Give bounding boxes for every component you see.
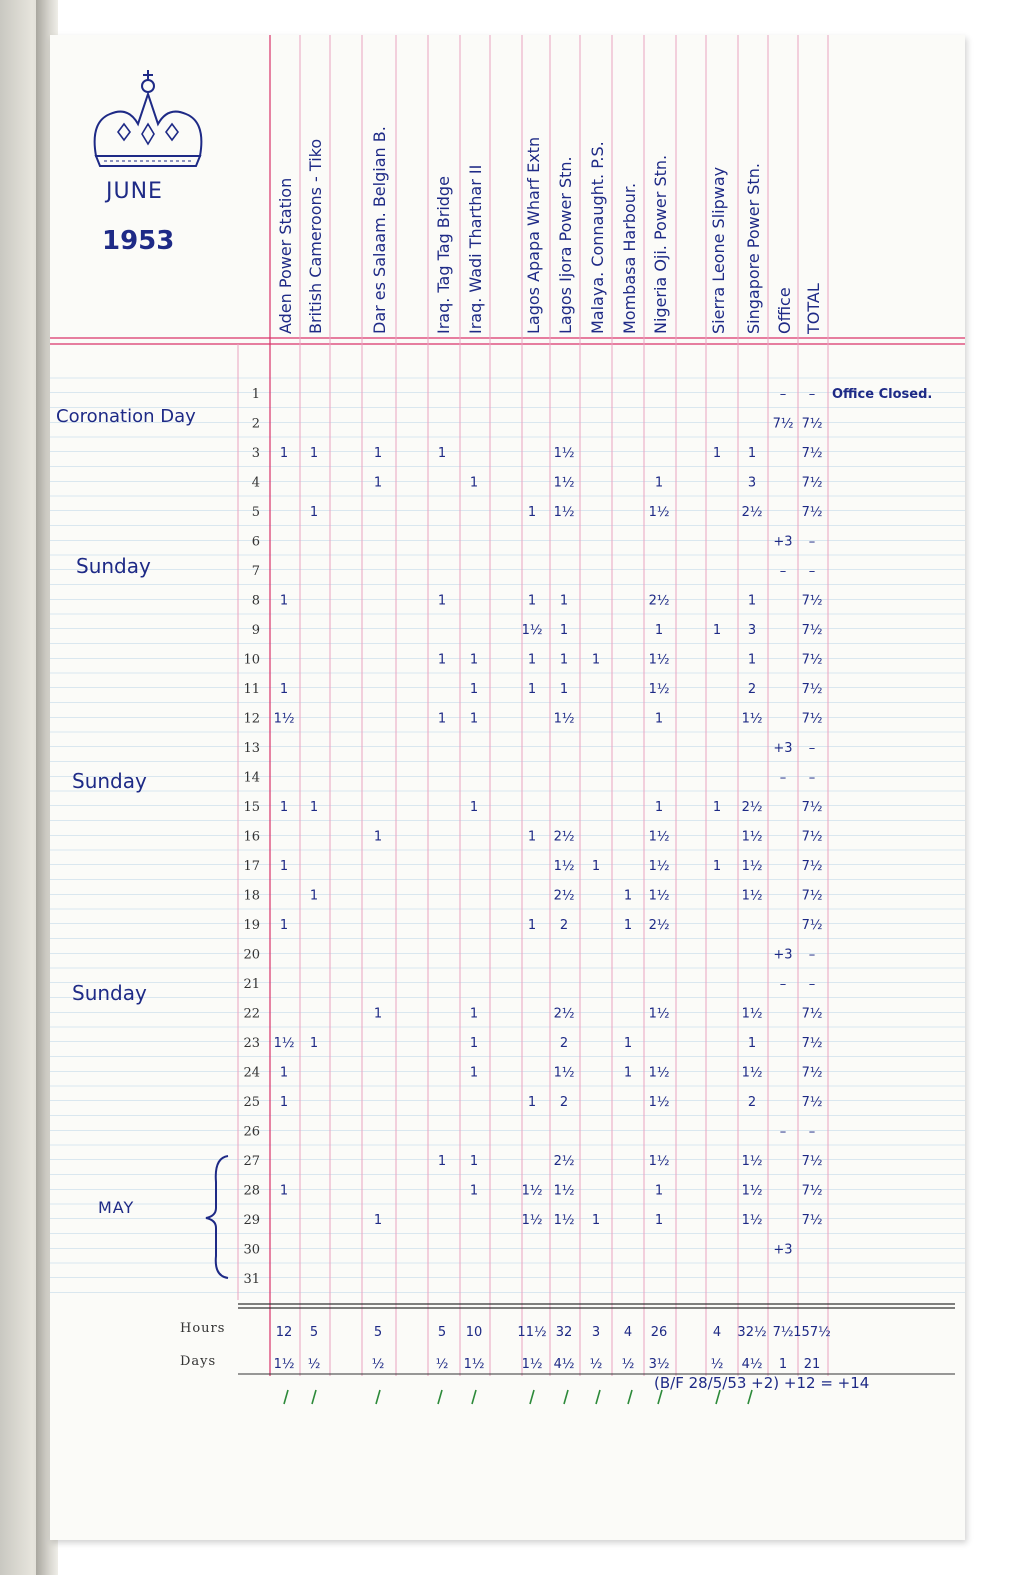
hours-cell: – <box>808 1124 816 1140</box>
day-number: 1 <box>251 387 260 402</box>
hours-cell: 7½ <box>801 505 823 520</box>
hours-cell: 1 <box>747 593 757 609</box>
hours-cell: 1½ <box>553 1065 575 1081</box>
hours-cell: 1 <box>469 1036 479 1051</box>
hours-cell: – <box>779 564 787 579</box>
hours-cell: 7½ <box>801 593 823 609</box>
hours-cell: 1½ <box>553 1183 575 1199</box>
hours-cell: – <box>808 770 816 786</box>
hours-cell: 2½ <box>553 1006 575 1022</box>
hours-total: 7½ <box>772 1325 794 1340</box>
day-number: 10 <box>243 652 260 668</box>
day-number: 7 <box>251 564 260 579</box>
day-number: 29 <box>243 1213 260 1228</box>
hours-cell: 1½ <box>741 1183 763 1199</box>
day-number: 18 <box>243 888 260 904</box>
hours-cell: 3 <box>747 623 757 638</box>
day-number: 3 <box>251 446 260 461</box>
day-number: 13 <box>243 741 260 756</box>
days-total: ½ <box>621 1357 635 1372</box>
hours-total: 4 <box>623 1325 633 1340</box>
hours-cell: – <box>779 1124 787 1140</box>
hours-cell: 1 <box>279 593 289 609</box>
check-tick <box>658 1390 662 1404</box>
check-tick <box>628 1390 632 1404</box>
hours-cell: 2½ <box>553 1154 575 1169</box>
sunday-note: Sunday <box>72 981 147 1005</box>
hours-cell: 1 <box>469 682 479 697</box>
days-total: 1½ <box>463 1357 485 1372</box>
hours-cell: 1½ <box>521 1213 543 1228</box>
hours-cell: 2½ <box>648 593 670 609</box>
hours-cell: 1 <box>591 859 601 874</box>
hours-cell: 7½ <box>801 1183 823 1199</box>
hours-cell: 1 <box>469 1183 479 1199</box>
hours-cell: +3 <box>773 741 793 756</box>
days-total: 1½ <box>521 1357 543 1372</box>
hours-cell: 7½ <box>801 652 823 668</box>
hours-cell: 2 <box>559 918 569 933</box>
hours-cell: – <box>808 387 816 402</box>
hours-cell: 1 <box>373 1006 383 1022</box>
check-tick <box>376 1390 380 1404</box>
hours-cell: 1 <box>279 800 289 815</box>
days-total: 3½ <box>648 1357 670 1372</box>
hours-cell: 7½ <box>772 416 794 432</box>
hours-cell: 1 <box>527 652 537 668</box>
hours-total: 11½ <box>517 1325 547 1340</box>
day-number: 12 <box>243 711 260 727</box>
day-number: 19 <box>243 918 260 933</box>
hours-cell: – <box>779 770 787 786</box>
check-tick <box>564 1390 568 1404</box>
hours-cell: – <box>808 977 816 992</box>
sunday-note: Sunday <box>72 769 147 793</box>
hours-cell: 2 <box>559 1095 569 1110</box>
day-number: 24 <box>243 1065 260 1081</box>
day-number: 25 <box>243 1095 260 1110</box>
days-total: ½ <box>589 1357 603 1372</box>
hours-cell: 1 <box>527 829 537 845</box>
hours-cell: 1½ <box>521 1183 543 1199</box>
hours-cell: 1½ <box>273 711 295 727</box>
column-header: Singapore Power Stn. <box>744 163 763 334</box>
days-label: Days <box>180 1354 217 1369</box>
day-number: 9 <box>251 623 260 638</box>
day-number: 4 <box>251 475 260 491</box>
hours-total: 4 <box>712 1325 722 1340</box>
hours-cell: 1½ <box>648 859 670 874</box>
column-header: Aden Power Station <box>276 177 295 334</box>
day-number: 26 <box>243 1124 260 1140</box>
column-header: Dar es Salaam. Belgian B. <box>370 126 389 334</box>
days-total: 4½ <box>741 1357 763 1372</box>
may-note: MAY <box>98 1198 135 1217</box>
day-number: 16 <box>243 829 260 845</box>
column-header: British Cameroons - Tiko <box>306 138 325 334</box>
hours-cell: 1 <box>373 1213 383 1228</box>
hours-cell: 1 <box>279 1183 289 1199</box>
hours-cell: 1 <box>279 1065 289 1081</box>
hours-cell: 1 <box>623 1036 633 1051</box>
hours-cell: 7½ <box>801 416 823 432</box>
check-tick <box>596 1390 600 1404</box>
column-header: Nigeria Oji. Power Stn. <box>651 154 670 334</box>
hours-cell: 1½ <box>648 829 670 845</box>
hours-total: 5 <box>437 1325 447 1340</box>
column-header: TOTAL <box>804 283 823 334</box>
hours-cell: 7½ <box>801 1213 823 1228</box>
day-number: 2 <box>251 416 260 432</box>
day-number: 11 <box>243 682 260 697</box>
hours-cell: 7½ <box>801 888 823 904</box>
hours-cell: 1 <box>309 505 319 520</box>
hours-cell: – <box>808 534 816 550</box>
hours-cell: – <box>808 564 816 579</box>
hours-cell: 1 <box>559 593 569 609</box>
hours-cell: 1 <box>654 1183 664 1199</box>
hours-cell: 1½ <box>553 475 575 491</box>
column-header: Iraq. Wadi Tharthar II <box>466 164 485 334</box>
hours-cell: 1 <box>527 918 537 933</box>
hours-cell: 1 <box>437 711 447 727</box>
hours-total: 3 <box>591 1325 601 1340</box>
hours-cell: +3 <box>773 947 793 963</box>
hours-cell: 1 <box>747 652 757 668</box>
hours-cell: 1 <box>712 623 722 638</box>
hours-cell: 1 <box>591 652 601 668</box>
hours-cell: 1½ <box>741 1213 763 1228</box>
hours-cell: 2 <box>559 1036 569 1051</box>
hours-cell: 1 <box>559 652 569 668</box>
hours-cell: 1 <box>469 1154 479 1169</box>
hours-cell: 1 <box>527 682 537 697</box>
hours-cell: +3 <box>773 534 793 550</box>
hours-cell: 1 <box>437 1154 447 1169</box>
hours-cell: 2½ <box>741 800 763 815</box>
year-title: 1953 <box>102 226 175 256</box>
days-total: 21 <box>803 1357 821 1372</box>
day-number: 17 <box>243 859 260 874</box>
hours-cell: 1½ <box>741 1154 763 1169</box>
hours-cell: 1 <box>623 918 633 933</box>
day-number: 31 <box>243 1272 260 1287</box>
hours-cell: 1 <box>373 829 383 845</box>
hours-cell: 1½ <box>741 888 763 904</box>
hours-cell: 1 <box>559 682 569 697</box>
hours-cell: 1½ <box>553 505 575 520</box>
hours-cell: 1 <box>747 446 757 461</box>
hours-cell: – <box>779 977 787 992</box>
days-total: 1½ <box>273 1357 295 1372</box>
hours-total: 10 <box>465 1325 483 1340</box>
hours-cell: 7½ <box>801 446 823 461</box>
hours-cell: 1 <box>279 682 289 697</box>
hours-cell: 1½ <box>648 1154 670 1169</box>
hours-cell: 7½ <box>801 623 823 638</box>
hours-cell: 1 <box>469 1065 479 1081</box>
column-header: Office <box>775 287 794 334</box>
days-total: ½ <box>710 1357 724 1372</box>
hours-cell: 1½ <box>553 711 575 727</box>
hours-total: 32½ <box>737 1325 767 1340</box>
days-total: ½ <box>371 1357 385 1372</box>
hours-cell: 7½ <box>801 1036 823 1051</box>
hours-cell: 1½ <box>648 505 670 520</box>
hours-cell: 1 <box>279 446 289 461</box>
crown-icon <box>95 70 202 166</box>
day-number: 28 <box>243 1183 260 1199</box>
hours-cell: 3 <box>747 475 757 491</box>
hours-cell: 1 <box>654 1213 664 1228</box>
column-header: Mombasa Harbour. <box>620 182 639 334</box>
hours-cell: 1½ <box>741 859 763 874</box>
days-total: 1 <box>778 1357 788 1372</box>
day-number: 8 <box>251 593 260 609</box>
hours-cell: 1½ <box>521 623 543 638</box>
sunday-note: Sunday <box>76 554 151 578</box>
hours-cell: 1 <box>712 859 722 874</box>
hours-cell: 1 <box>309 888 319 904</box>
hours-cell: 1 <box>373 446 383 461</box>
hours-cell: 1½ <box>648 888 670 904</box>
hours-cell: 2 <box>747 1095 757 1110</box>
day-number: 14 <box>243 770 260 786</box>
month-title: JUNE <box>106 179 163 204</box>
hours-cell: 1 <box>469 800 479 815</box>
hours-cell: 1 <box>469 652 479 668</box>
column-header: Iraq. Tag Tag Bridge <box>434 176 453 334</box>
hours-cell: 7½ <box>801 682 823 697</box>
hours-cell: – <box>779 387 787 402</box>
days-total: ½ <box>435 1357 449 1372</box>
check-tick <box>530 1390 534 1404</box>
check-tick <box>312 1390 316 1404</box>
hours-cell: 7½ <box>801 859 823 874</box>
hours-cell: 1 <box>279 1095 289 1110</box>
hours-total: 12 <box>275 1325 293 1340</box>
day-number: 23 <box>243 1036 260 1051</box>
column-header: Lagos Apapa Wharf Extn <box>524 136 543 334</box>
day-number: 5 <box>251 505 260 520</box>
hours-cell: 1 <box>469 1006 479 1022</box>
days-total: ½ <box>307 1357 321 1372</box>
hours-cell: 1 <box>309 1036 319 1051</box>
hours-cell: 1 <box>527 505 537 520</box>
day-number: 15 <box>243 800 260 815</box>
hours-cell: 1½ <box>648 1006 670 1022</box>
hours-cell: 1½ <box>553 1213 575 1228</box>
hours-cell: 1½ <box>648 1065 670 1081</box>
day-number: 6 <box>251 534 260 550</box>
day-number: 27 <box>243 1154 260 1169</box>
hours-label: Hours <box>180 1321 226 1336</box>
hours-cell: 2½ <box>553 888 575 904</box>
hours-cell: 1½ <box>741 1006 763 1022</box>
hours-cell: 1 <box>469 711 479 727</box>
hours-cell: 7½ <box>801 1095 823 1110</box>
hours-cell: 7½ <box>801 800 823 815</box>
check-tick <box>748 1390 752 1404</box>
hours-total: 26 <box>650 1325 668 1340</box>
hours-cell: 1½ <box>741 711 763 727</box>
hours-cell: 1 <box>623 1065 633 1081</box>
hours-cell: 7½ <box>801 1006 823 1022</box>
hours-cell: 1 <box>527 593 537 609</box>
hours-cell: 2½ <box>648 918 670 933</box>
hours-cell: 1 <box>712 800 722 815</box>
check-tick <box>438 1390 442 1404</box>
hours-total: 5 <box>373 1325 383 1340</box>
hours-cell: 7½ <box>801 475 823 491</box>
hours-cell: 1 <box>654 623 664 638</box>
hours-cell: 1½ <box>648 1095 670 1110</box>
hours-cell: 1 <box>279 859 289 874</box>
hours-cell: 1 <box>591 1213 601 1228</box>
hours-cell: 1 <box>309 800 319 815</box>
hours-cell: 1 <box>309 446 319 461</box>
hours-cell: +3 <box>773 1242 793 1258</box>
hours-cell: 1 <box>437 593 447 609</box>
day-number: 20 <box>243 947 260 963</box>
check-tick <box>716 1390 720 1404</box>
carry-forward-note: (B/F 28/5/53 +2) +12 = +14 <box>654 1374 870 1392</box>
hours-total: 32 <box>555 1325 573 1340</box>
hours-cell: 7½ <box>801 711 823 727</box>
days-total: 4½ <box>553 1357 575 1372</box>
hours-cell: 1 <box>437 446 447 461</box>
hours-cell: 7½ <box>801 1065 823 1081</box>
hours-cell: 1 <box>559 623 569 638</box>
hours-cell: 1 <box>527 1095 537 1110</box>
hours-cell: 1 <box>654 800 664 815</box>
check-tick <box>284 1390 288 1404</box>
hours-cell: 1 <box>654 475 664 491</box>
hours-cell: 1½ <box>553 859 575 874</box>
hours-cell: 1 <box>712 446 722 461</box>
hours-cell: 7½ <box>801 1154 823 1169</box>
hours-cell: 1 <box>623 888 633 904</box>
hours-cell: 1½ <box>553 446 575 461</box>
coronation-day-note: Coronation Day <box>56 406 196 427</box>
hours-cell: 1½ <box>273 1036 295 1051</box>
hours-cell: 1½ <box>648 652 670 668</box>
day-number: 21 <box>243 977 260 992</box>
hours-cell: 1½ <box>648 682 670 697</box>
column-header: Sierra Leone Slipway <box>709 166 728 334</box>
column-header: Lagos Ijora Power Stn. <box>556 156 575 334</box>
hours-cell: – <box>808 947 816 963</box>
check-tick <box>472 1390 476 1404</box>
hours-cell: 1 <box>279 918 289 933</box>
hours-cell: 1½ <box>741 1065 763 1081</box>
hours-total: 157½ <box>793 1325 831 1340</box>
hours-cell: 1 <box>469 475 479 491</box>
day-number: 30 <box>243 1242 260 1258</box>
hours-cell: 1 <box>747 1036 757 1051</box>
office-closed-note: Office Closed. <box>832 387 933 402</box>
hours-total: 5 <box>309 1325 319 1340</box>
hours-cell: 1 <box>437 652 447 668</box>
day-number: 22 <box>243 1006 260 1022</box>
hours-cell: 1 <box>654 711 664 727</box>
hours-cell: 7½ <box>801 918 823 933</box>
hours-cell: 7½ <box>801 829 823 845</box>
hours-cell: 2½ <box>741 505 763 520</box>
hours-cell: – <box>808 741 816 756</box>
hours-cell: 2 <box>747 682 757 697</box>
hours-cell: 2½ <box>553 829 575 845</box>
hours-cell: 1½ <box>741 829 763 845</box>
hours-cell: 1 <box>373 475 383 491</box>
column-header: Malaya. Connaught. P.S. <box>588 141 607 334</box>
